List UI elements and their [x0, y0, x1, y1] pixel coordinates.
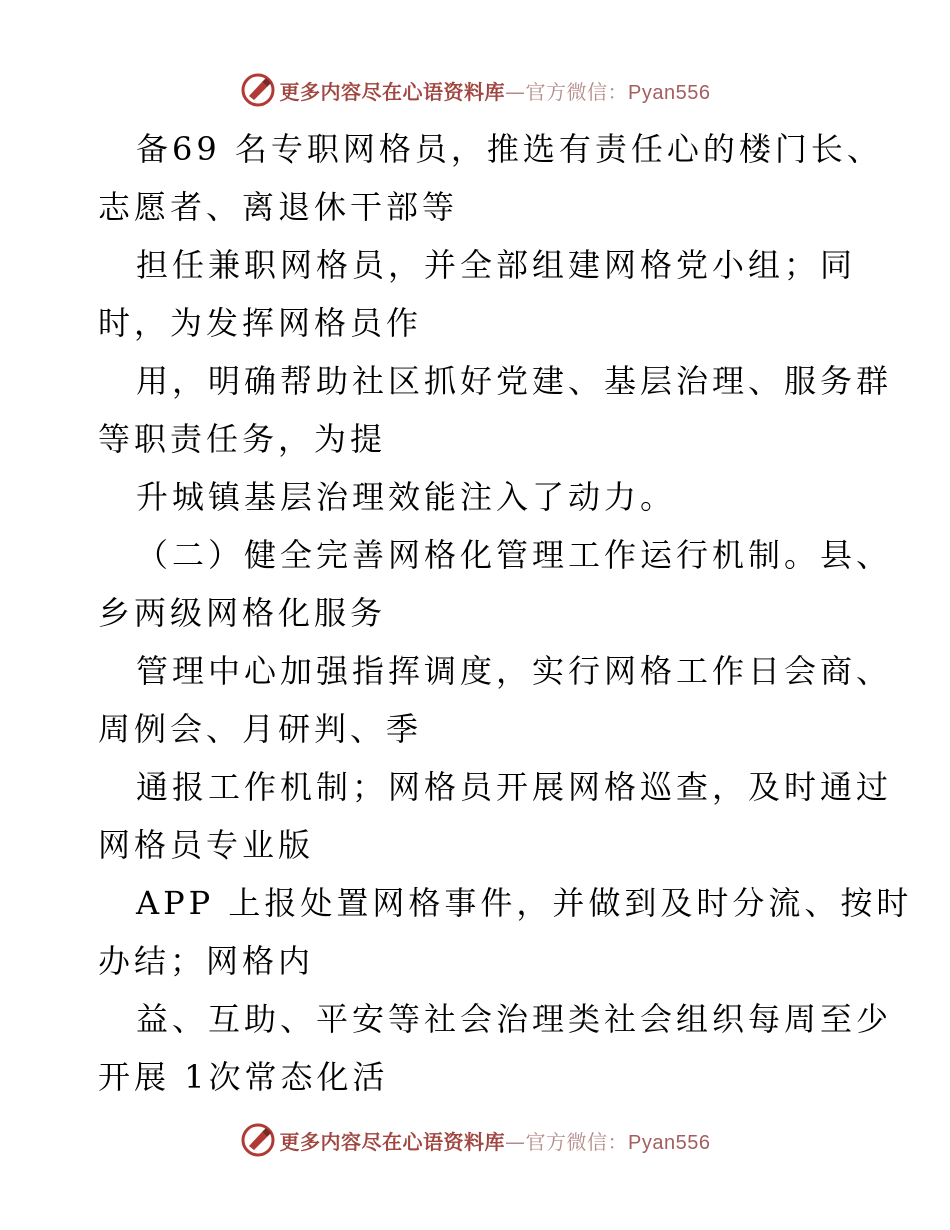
text-line: 通报工作机制；网格员开展网格巡查，及时通过 [136, 768, 893, 806]
watermark-brand: 更多内容尽在心语资料库 [279, 79, 506, 104]
watermark-separator: —官方微信： [505, 79, 629, 104]
watermark-text [280, 1126, 711, 1155]
watermark-separator: —官方微信： [505, 1129, 629, 1154]
text-line: 周例会、月研判、季 [98, 710, 423, 748]
text-line: 担任兼职网格员，并全部组建网格党小组；同 [136, 246, 857, 284]
watermark-account: Pyan556 [628, 81, 711, 104]
text-line: 备69 名专职网格员，推选有责任心的楼门长、 [136, 130, 883, 168]
text-line: 升城镇基层治理效能注入了动力。 [136, 478, 677, 516]
watermark-text [280, 76, 711, 105]
text-line: 时，为发挥网格员作 [98, 304, 423, 342]
watermark-footer [0, 1120, 950, 1160]
text-line: APP 上报处置网格事件，并做到及时分流、按时 [136, 884, 913, 922]
text-line: 益、互助、平安等社会治理类社会组织每周至少 [136, 1000, 893, 1038]
section-heading-line: （二）健全完善网格化管理工作运行机制。县、 [136, 536, 893, 574]
text-line: 办结；网格内 [98, 942, 315, 980]
watermark-account: Pyan556 [628, 1131, 711, 1154]
text-line: 志愿者、离退休干部等 [98, 188, 459, 226]
brand-logo-icon [240, 1122, 276, 1158]
brand-logo-icon [240, 72, 276, 108]
watermark-header [0, 70, 950, 110]
watermark-brand: 更多内容尽在心语资料库 [279, 1129, 506, 1154]
text-line: 开展 1次常态化活 [98, 1058, 389, 1096]
text-line: 用，明确帮助社区抓好党建、基层治理、服务群 [136, 362, 893, 400]
text-line: 管理中心加强指挥调度，实行网格工作日会商、 [136, 652, 893, 690]
text-line: 网格员专业版 [98, 826, 315, 864]
text-line: 乡两级网格化服务 [98, 594, 387, 632]
text-line: 等职责任务，为提 [98, 420, 387, 458]
